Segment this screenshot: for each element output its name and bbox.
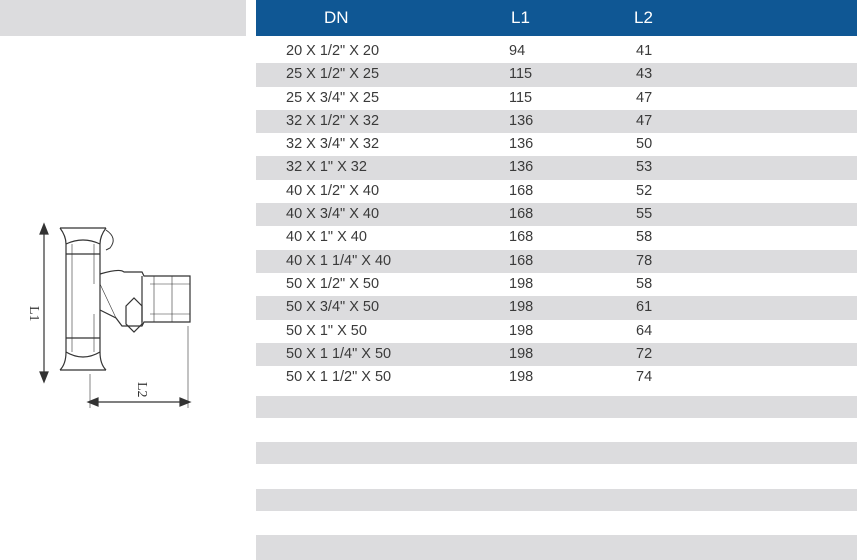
cell-l1: 94 bbox=[509, 43, 526, 59]
cell-l2: 64 bbox=[636, 322, 653, 339]
table-row bbox=[256, 343, 857, 366]
table-row bbox=[256, 366, 857, 389]
table-header bbox=[256, 0, 857, 36]
cell-dn: 40 X 1/2" X 40 bbox=[286, 182, 380, 199]
cell-l2: 47 bbox=[636, 89, 653, 106]
cell-dn: 50 X 1/2" X 50 bbox=[286, 275, 380, 292]
table-row bbox=[256, 40, 857, 63]
cell-dn: 50 X 3/4" X 50 bbox=[286, 299, 380, 316]
cell-l2: 47 bbox=[636, 112, 653, 129]
cell-l1: 168 bbox=[509, 182, 534, 199]
table-body bbox=[256, 40, 857, 389]
table-row bbox=[256, 63, 857, 86]
cell-l1: 198 bbox=[509, 275, 534, 292]
cell-dn: 25 X 3/4" X 25 bbox=[286, 89, 380, 106]
cell-dn: 20 X 1/2" X 20 bbox=[286, 43, 380, 59]
cell-l2: 52 bbox=[636, 182, 653, 199]
cell-l2: 43 bbox=[636, 66, 653, 83]
cell-dn: 25 X 1/2" X 25 bbox=[286, 66, 380, 83]
table-row bbox=[256, 296, 857, 319]
cell-dn: 50 X 1 1/2" X 50 bbox=[286, 369, 392, 386]
table-row bbox=[256, 110, 857, 133]
empty-row-band bbox=[256, 396, 857, 418]
cell-dn: 50 X 1" X 50 bbox=[286, 322, 367, 339]
cell-l2: 55 bbox=[636, 206, 653, 223]
table-row bbox=[256, 203, 857, 226]
table-row bbox=[256, 250, 857, 273]
empty-row-band bbox=[256, 489, 857, 511]
table-row bbox=[256, 156, 857, 179]
cell-l1: 198 bbox=[509, 322, 534, 339]
cell-l1: 136 bbox=[509, 112, 534, 129]
cell-dn: 32 X 1" X 32 bbox=[286, 159, 367, 176]
cell-l1: 168 bbox=[509, 229, 534, 246]
cell-dn: 40 X 1" X 40 bbox=[286, 229, 367, 246]
header-l1: L1 bbox=[511, 8, 530, 27]
cell-l2: 61 bbox=[636, 299, 653, 316]
cell-l1: 198 bbox=[509, 345, 534, 362]
table-row bbox=[256, 273, 857, 296]
cell-dn: 32 X 1/2" X 32 bbox=[286, 112, 380, 129]
cell-dn: 32 X 3/4" X 32 bbox=[286, 136, 380, 153]
header-l2: L2 bbox=[634, 8, 653, 27]
cell-dn: 40 X 1 1/4" X 40 bbox=[286, 252, 392, 269]
table-row bbox=[256, 320, 857, 343]
cell-l2: 53 bbox=[636, 159, 653, 176]
left-header-bar bbox=[0, 0, 246, 36]
table-row bbox=[256, 87, 857, 110]
cell-l1: 136 bbox=[509, 159, 534, 176]
cell-l1: 136 bbox=[509, 136, 534, 153]
cell-l2: 74 bbox=[636, 369, 653, 386]
cell-l2: 50 bbox=[636, 136, 653, 153]
table-row bbox=[256, 180, 857, 203]
cell-l2: 58 bbox=[636, 275, 653, 292]
cell-l1: 198 bbox=[509, 299, 534, 316]
l2-dimension-label: L2 bbox=[134, 382, 149, 398]
l1-dimension-label: L1 bbox=[26, 306, 41, 322]
cell-l2: 41 bbox=[636, 43, 653, 59]
empty-row-band bbox=[256, 535, 857, 560]
cell-l2: 72 bbox=[636, 345, 653, 362]
cell-dn: 50 X 1 1/4" X 50 bbox=[286, 345, 392, 362]
cell-l1: 115 bbox=[509, 66, 533, 83]
table-row bbox=[256, 133, 857, 156]
cell-l2: 78 bbox=[636, 252, 653, 269]
cell-l1: 115 bbox=[509, 89, 533, 106]
table-row bbox=[256, 226, 857, 249]
empty-row-band bbox=[256, 442, 857, 464]
header-dn: DN bbox=[324, 8, 349, 27]
cell-l1: 168 bbox=[509, 206, 534, 223]
cell-l2: 58 bbox=[636, 229, 653, 246]
cell-l1: 168 bbox=[509, 252, 534, 269]
cell-dn: 40 X 3/4" X 40 bbox=[286, 206, 380, 223]
tee-fitting-drawing bbox=[22, 214, 202, 414]
cell-l1: 198 bbox=[509, 369, 534, 386]
